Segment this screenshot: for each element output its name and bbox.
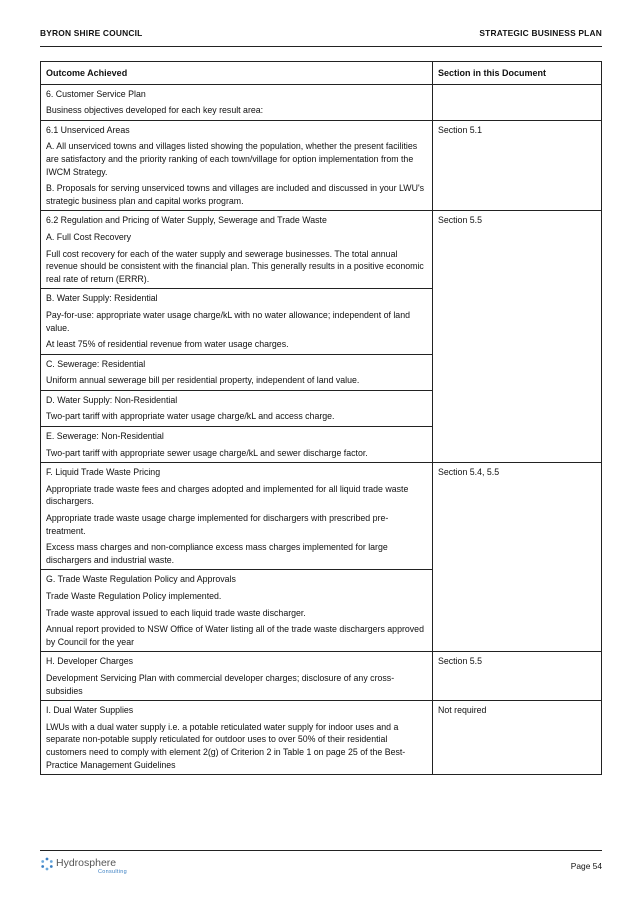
- outcome-text: LWUs with a dual water supply i.e. a potable reticulated water supply for indoor uses and a separate non-potable supply reticulated for outdoor uses to over 50% of their residential customers need to comply with element 2(g) of Criterion 2 in Table 1 on page 25 of the Best-Practice Management Guidelines: [46, 721, 406, 770]
- column-header-outcome: Outcome Achieved: [41, 62, 433, 85]
- outcome-title: E. Sewerage: Non-Residential: [46, 431, 164, 442]
- outcome-text: Full cost recovery for each of the water supply and sewerage businesses. The total annual revenue should be consistent with the financial plan. This generally results in a positive economic real rate of return (ERRR).: [46, 248, 424, 284]
- table-row: [41, 84, 602, 120]
- outcome-text: Business objectives developed for each key result area:: [46, 105, 264, 116]
- table-header-row: [41, 62, 602, 85]
- outcome-title: B. Water Supply: Residential: [46, 293, 158, 304]
- outcome-title: 6. Customer Service Plan: [46, 88, 146, 99]
- outcome-title: 6.2 Regulation and Pricing of Water Supply, Sewerage and Trade Waste: [46, 215, 327, 226]
- outcome-cell: [41, 701, 433, 775]
- outcome-text: Appropriate trade waste fees and charges adopted and implemented for all liquid trade waste dischargers.: [46, 483, 409, 507]
- table-row: [41, 463, 602, 570]
- table-row: [41, 211, 602, 289]
- table-row: [41, 390, 602, 426]
- section-cell: [433, 289, 602, 354]
- outcome-title: F. Liquid Trade Waste Pricing: [46, 467, 161, 478]
- table-row: [41, 120, 602, 211]
- table-row: [41, 570, 602, 652]
- outcome-text: At least 75% of residential revenue from water usage charges.: [46, 339, 289, 350]
- page-number: Page 54: [570, 861, 602, 871]
- outcome-text: A. All unserviced towns and villages listed showing the population, whether the present facilities are satisfactory and the priority ranking of each town/village for option implementation from the IWCM Strategy.: [46, 141, 418, 177]
- outcome-cell: [41, 84, 433, 120]
- section-cell: Section 5.5: [433, 652, 602, 701]
- outcome-cell: [41, 120, 433, 211]
- table-row: [41, 427, 602, 463]
- section-cell: [433, 390, 602, 426]
- outcome-cell: [41, 354, 433, 390]
- section-cell: [433, 570, 602, 652]
- outcome-title: G. Trade Waste Regulation Policy and Approvals: [46, 574, 236, 585]
- table-row: [41, 652, 602, 701]
- header-document-title: STRATEGIC BUSINESS PLAN: [479, 28, 602, 38]
- outcome-text: B. Proposals for serving unserviced towns and villages are included and discussed in your LWU's strategic business plan and capital works program.: [46, 183, 425, 206]
- outcome-cell: [41, 570, 433, 652]
- outcome-cell: [41, 427, 433, 463]
- table-row: [41, 354, 602, 390]
- outcome-title: 6.1 Unserviced Areas: [46, 124, 130, 135]
- section-cell: Section 5.4, 5.5: [433, 463, 602, 570]
- outcome-cell: [41, 289, 433, 354]
- logo-name: Hydrosphere: [56, 857, 117, 869]
- outcome-text: Two-part tariff with appropriate sewer usage charge/kL and sewer discharge factor.: [46, 447, 368, 458]
- outcome-text: Uniform annual sewerage bill per residential property, independent of land value.: [46, 375, 360, 386]
- outcome-text: Trade Waste Regulation Policy implemented.: [46, 591, 222, 601]
- section-cell: Not required: [433, 701, 602, 775]
- column-header-section: Section in this Document: [433, 62, 602, 85]
- outcome-text: Appropriate trade waste usage charge implemented for dischargers with prescribed pre-treatment.: [46, 513, 389, 536]
- table-row: [41, 701, 602, 775]
- outcome-title: I. Dual Water Supplies: [46, 705, 134, 716]
- outcome-text: Annual report provided to NSW Office of Water listing all of the trade waste dischargers approved by Council for the year: [46, 624, 424, 647]
- outcome-text: Pay-for-use: appropriate water usage charge/kL with no water allowance; independent of land value.: [46, 309, 410, 333]
- outcome-title: C. Sewerage: Residential: [46, 358, 146, 369]
- outcome-text: Excess mass charges and non-compliance excess mass charges implemented for large dischargers and industrial waste.: [46, 542, 388, 565]
- footer-rule: [40, 850, 602, 851]
- header-council-name: BYRON SHIRE COUNCIL: [40, 28, 143, 38]
- hydrosphere-logo-icon: [40, 857, 54, 871]
- outcome-cell: [41, 463, 433, 570]
- outcome-cell: [41, 211, 433, 289]
- outcome-cell: [41, 652, 433, 701]
- outcomes-table: [40, 61, 602, 775]
- section-cell: Section 5.1: [433, 120, 602, 211]
- section-cell: Section 5.5: [433, 211, 602, 289]
- outcome-title: H. Developer Charges: [46, 656, 134, 667]
- header-rule: [40, 46, 602, 47]
- outcome-subtitle: A. Full Cost Recovery: [46, 231, 132, 242]
- page-header: [40, 28, 602, 46]
- outcome-text: Development Servicing Plan with commercial developer charges; disclosure of any cross-subsidies: [46, 672, 395, 696]
- outcome-text: Trade waste approval issued to each liquid trade waste discharger.: [46, 607, 306, 618]
- outcome-cell: [41, 390, 433, 426]
- section-cell: [433, 354, 602, 390]
- logo-subtitle: Consulting: [98, 869, 127, 875]
- section-cell: [433, 427, 602, 463]
- table-row: [41, 289, 602, 354]
- section-cell: [433, 84, 602, 120]
- outcome-text: Two-part tariff with appropriate water usage charge/kL and access charge.: [46, 411, 335, 422]
- hydrosphere-logo: [40, 856, 160, 876]
- outcome-title: D. Water Supply: Non-Residential: [46, 394, 178, 405]
